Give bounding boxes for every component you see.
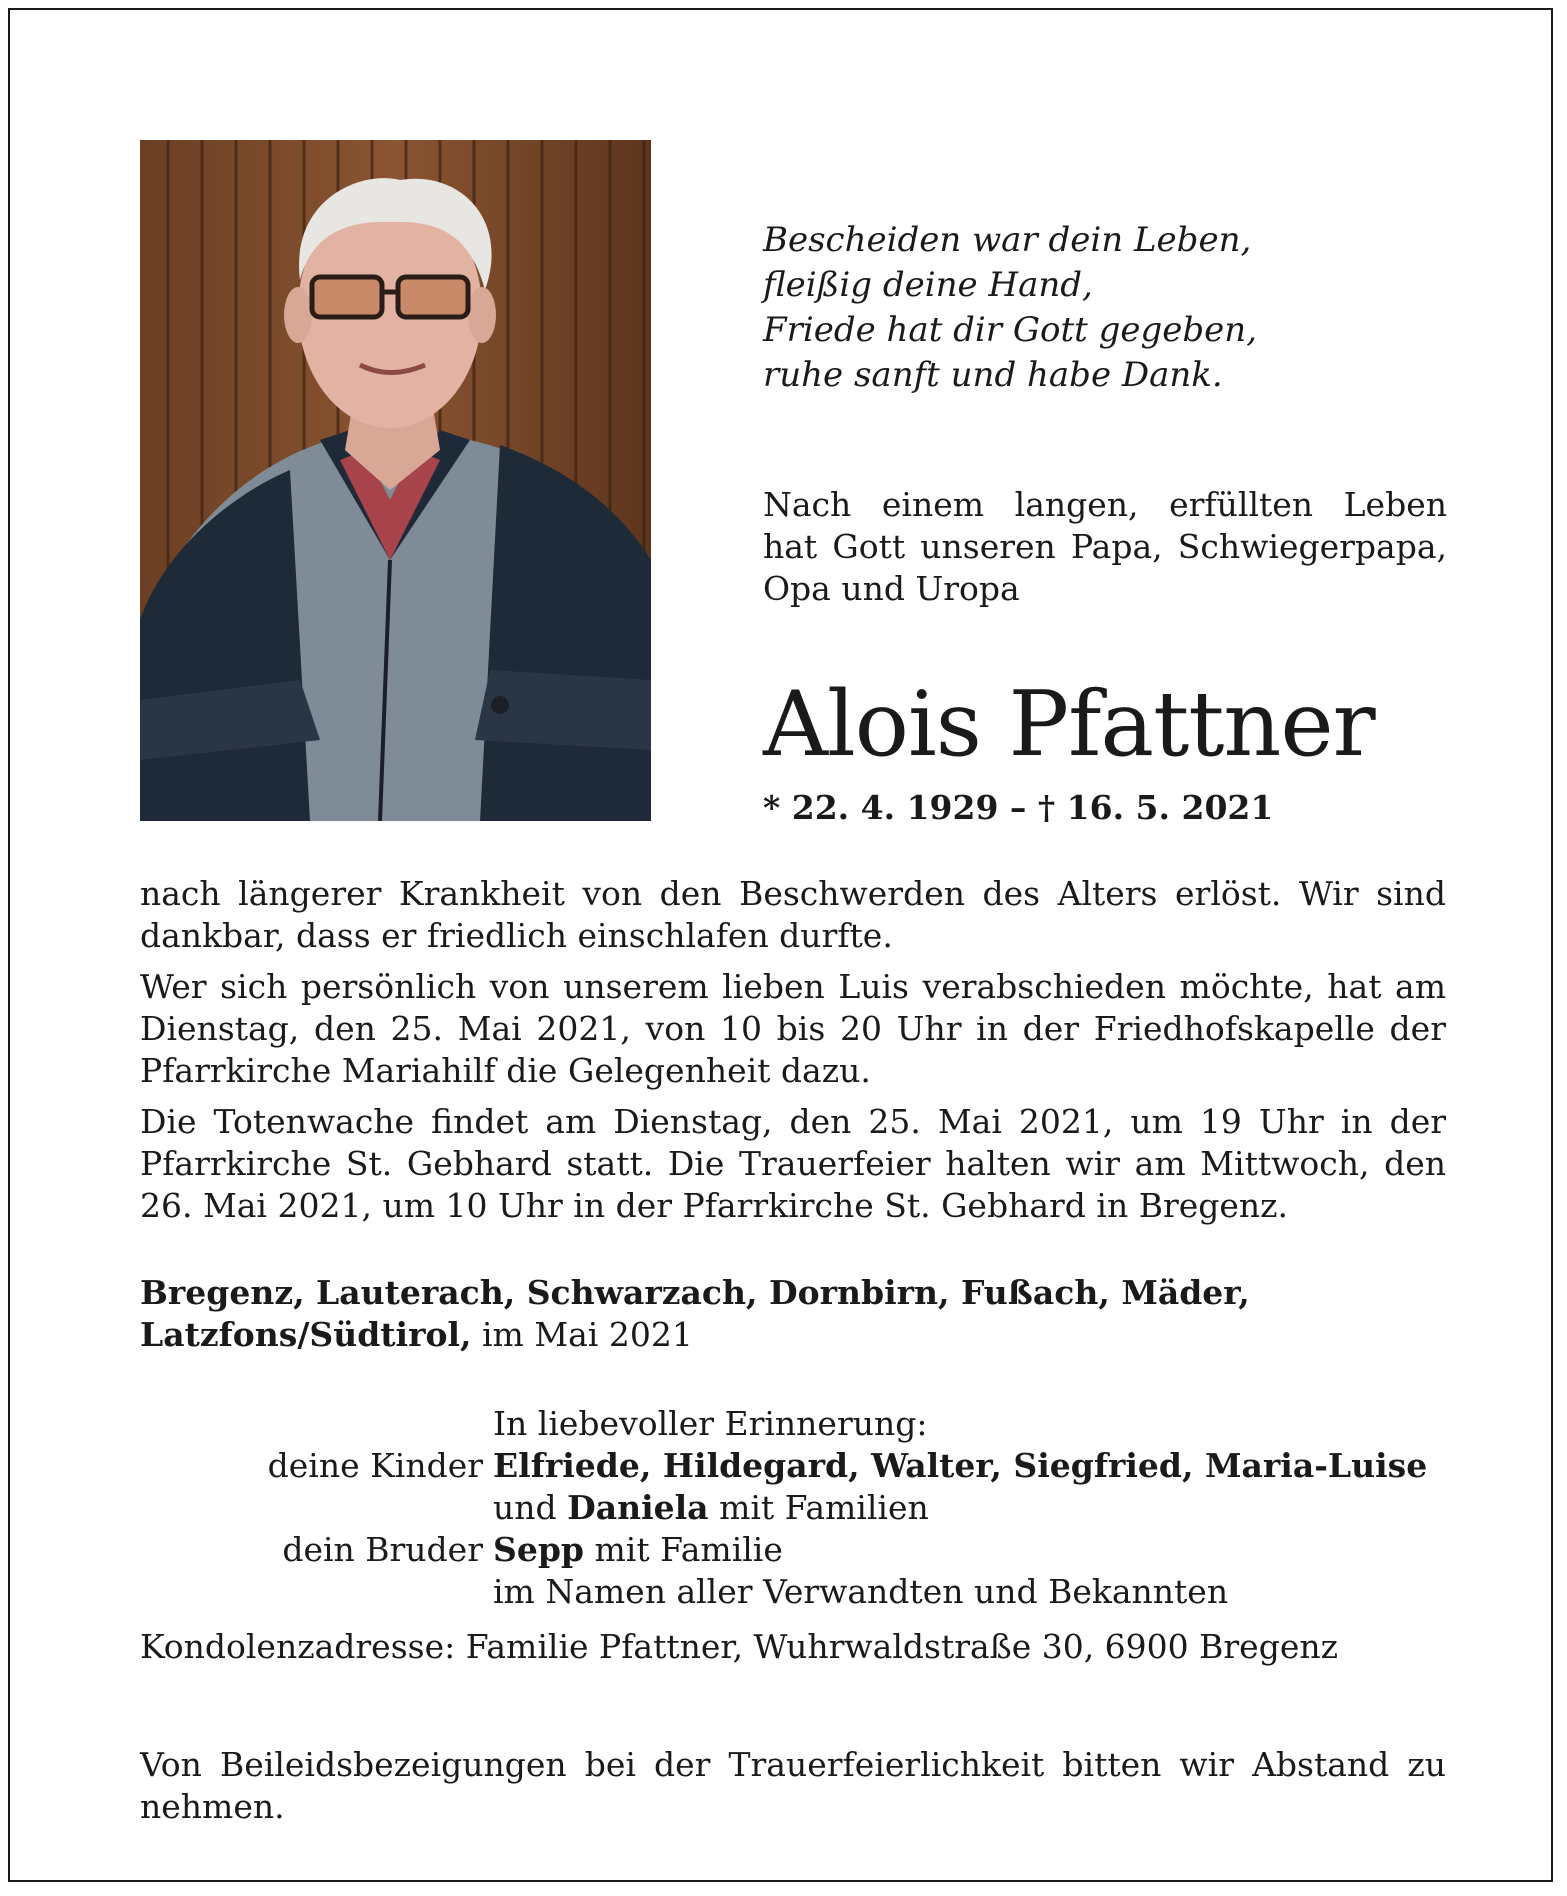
places-line <box>140 1314 1446 1356</box>
body-line: 26. Mai 2021, um 10 Uhr in der Pfarrkirche St. Gebhard in Bregenz. <box>140 1186 1289 1225</box>
note-line: Von Beileidsbezeigungen bei der Trauerfeierlichkeit bitten wir Abstand zu <box>140 1745 1446 1784</box>
with-families: mit Familien <box>708 1488 929 1527</box>
month-year: im Mai 2021 <box>471 1315 693 1354</box>
brother-row <box>140 1529 1460 1571</box>
closing-note <box>140 1744 1446 1828</box>
brother-label: dein Bruder <box>282 1530 483 1569</box>
poem-line: Bescheiden war dein Leben, <box>763 220 1252 260</box>
intro-line: Nach einem langen, erfüllten Leben <box>763 485 1447 524</box>
body-line: dankbar, dass er friedlich einschlafen durfte. <box>140 916 893 955</box>
body-line: nach längerer Krankheit von den Beschwerden des Alters erlöst. Wir sind <box>140 874 1446 913</box>
announcement-body <box>140 873 1446 1236</box>
signature-heading-row <box>140 1403 1460 1445</box>
with-family: mit Familie <box>583 1530 783 1569</box>
body-line: Pfarrkirche St. Gebhard statt. Die Trauerfeier halten wir am Mittwoch, den <box>140 1144 1446 1183</box>
intro-line: Opa und Uropa <box>763 569 1020 608</box>
memorial-poem <box>763 218 1463 398</box>
family-signature <box>140 1403 1460 1613</box>
portrait-photo <box>140 140 651 821</box>
places-and-date <box>140 1272 1446 1356</box>
body-line: Wer sich persönlich von unserem lieben Luis verabschieden möchte, hat am <box>140 967 1446 1006</box>
children-row-2 <box>140 1487 1460 1529</box>
children-names: Elfriede, Hildegard, Walter, Siegfried, Maria-Luise <box>493 1446 1428 1485</box>
body-line: Die Totenwache findet am Dienstag, den 25. Mai 2021, um 19 Uhr in der <box>140 1102 1446 1141</box>
condolence-address: Kondolenzadresse: Familie Pfattner, Wuhrwaldstraße 30, 6900 Bregenz <box>140 1627 1339 1666</box>
body-line: Pfarrkirche Mariahilf die Gelegenheit dazu. <box>140 1051 871 1090</box>
poem-line: ruhe sanft und habe Dank. <box>763 355 1223 395</box>
relatives-row <box>140 1571 1460 1613</box>
poem-line: Friede hat dir Gott gegeben, <box>763 310 1257 350</box>
life-dates: * 22. 4. 1929 – † 16. 5. 2021 <box>763 788 1274 827</box>
signature-heading: In liebevoller Erinnerung: <box>493 1404 928 1443</box>
intro-line: hat Gott unseren Papa, Schwiegerpapa, <box>763 527 1447 566</box>
paragraph <box>140 1101 1446 1227</box>
body-line: Dienstag, den 25. Mai 2021, von 10 bis 20 Uhr in der Friedhofskapelle der <box>140 1009 1446 1048</box>
child-name-daniela: Daniela <box>567 1488 709 1527</box>
children-label: deine Kinder <box>267 1446 483 1485</box>
intro-text <box>763 484 1447 610</box>
paragraph <box>140 966 1446 1092</box>
places-bold: Latzfons/Südtirol, <box>140 1315 472 1354</box>
brother-name: Sepp <box>493 1530 584 1569</box>
deceased-name: Alois Pfattner <box>763 672 1375 777</box>
all-relatives: im Namen aller Verwandten und Bekannten <box>493 1572 1229 1611</box>
places-line: Bregenz, Lauterach, Schwarzach, Dornbirn, Fußach, Mäder, <box>140 1273 1250 1312</box>
portrait-photo-icon <box>140 140 651 821</box>
paragraph <box>140 873 1446 957</box>
and-word: und <box>493 1488 568 1527</box>
obituary-frame <box>8 8 1553 1882</box>
children-row <box>140 1445 1460 1487</box>
poem-line: fleißig deine Hand, <box>763 265 1093 305</box>
note-line: nehmen. <box>140 1787 285 1826</box>
